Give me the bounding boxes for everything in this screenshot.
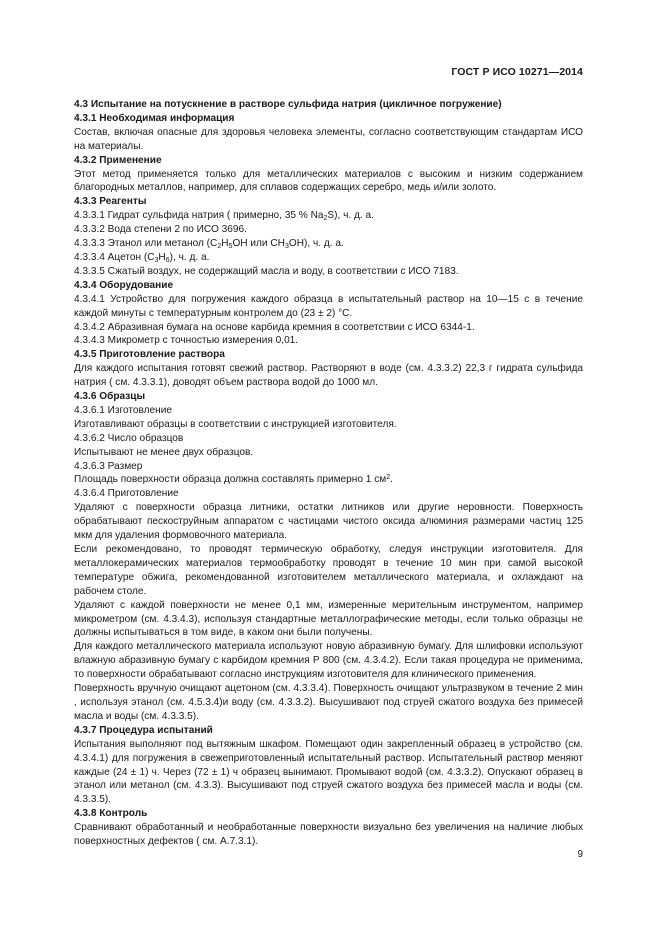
subsection-4-3-8-text: Сравнивают обработанный и необработанные поверхности визуально без увеличения на наличие любых поверхностных дефектов ( см. А.7.3.1). [74,822,583,848]
subsection-4-3-6-3-text: Площадь поверхности образца должна составлять примерно 1 $см^2$. [74,474,393,486]
reagent-item-5: 4.3.3.5 Сжатый воздух, не содержащий масла и воду, в соответствии с ИСО 7183. [74,265,459,277]
preparation-paragraph-1: Удаляют с поверхности образца литники, остатки литников или другие неровности. Поверхность обрабатывают пескоструйным аппаратом с частицами чистого оксида алюминия размерами частиц 125 мкм для удаления формовочного материала. [74,502,583,542]
equipment-item-3: 4.3.4.3 Микрометр с точностью измерения 0,01. [74,335,299,347]
document-header: ГОСТ Р ИСО 10271—2014 [451,66,583,78]
subsection-4-3-5-text: Для каждого испытания готовят свежий раствор. Растворяют в воде (см. 4.3.3.2) 22,3 г гидрата сульфида натрия ( см. 4.3.3.1), доводят объем раствора водой до 1000 мл. [74,363,583,389]
subsection-4-3-1-title: 4.3.1 Необходимая информация [74,112,235,124]
reagent-item-2: 4.3.3.2 Вода степени 2 по ИСО 3696. [74,224,247,236]
equipment-item-2: 4.3.4.2 Абразивная бумага на основе карбида кремния в соответствии с ИСО 6344-1. [74,321,475,333]
preparation-paragraph-5: Поверхность вручную очищают ацетоном (см. 4.3.3.4). Поверхность очищают ультразвуком в течение 2 мин , используя этанол (см. 4.5.3.4)и воду (см. 4.3.3.2). Высушивают под струей сжатого воздуха без примесей масла и воды (см. 4.3.3.5). [74,683,583,722]
subsection-4-3-6-2-title: 4.3.6.2 Число образцов [74,432,184,444]
section-title: 4.3 Испытание на потускнение в растворе сульфида натрия (цикличное погружение) [74,99,502,110]
subsection-4-3-5-title: 4.3.5 Приготовление раствора [74,349,225,361]
subsection-4-3-6-title: 4.3.6 Образцы [74,391,146,403]
subsection-4-3-2-title: 4.3.2 Применение [74,154,162,166]
subsection-4-3-6-1-title: 4.3.6.1 Изготовление [74,404,172,416]
page-number: 9 [577,849,583,860]
reagent-item-3: 4.3.3.3 Этанол или метанол ($C_2H_5OH$ или $CH_3OH$), ч. д. а. [74,238,344,251]
preparation-paragraph-3: Удаляют с каждой поверхности не менее 0,1 мм, измеренные мерительным инструментом, например микрометром (см. 4.3.4.3), используя стандартные металлографические методы, если только образцы не должны испытываться в том виде, в каком они были получены. [74,599,583,639]
subsection-4-3-6-3-title: 4.3.6.3 Размер [74,460,143,472]
subsection-4-3-7-text: Испытания выполняют под вытяжным шкафом. Помещают один закрепленный образец в устройство (см. 4.3.4.1) для погружения в свежеприготовленный испытательный раствор. Испытательный раствор меняют каждые (24 ± 1) ч. Через (72 ± 1) ч образец вынимают. Промывают водой (см. 4.3.3.2). Опускают образец в этанол или метанол (см. 4.3.3). Высушивают под струей сжатого воздуха без примесей масла и воды (см. 4.3.3.5). [74,738,583,806]
preparation-paragraph-2: Если рекомендовано, то проводят термическую обработку, следуя инструкции изготовителя. Для металлокерамических материалов термообработку проводят в течение 10 мин при самой высокой температуре обжига, рекомендованной изготовителем металлического материала, и охлаждают на рабочем столе. [74,544,583,597]
subsection-4-3-6-1-text: Изготавливают образцы в соответствии с инструкцией изготовителя. [74,418,397,430]
equipment-item-1: 4.3.4.1 Устройство для погружения каждого образца в испытательный раствор на 10—15 с в течение каждой минуты с температурным контролем до (23 ± 2) °С. [74,293,583,319]
subsection-4-3-8-title: 4.3.8 Контроль [74,808,148,820]
subsection-4-3-6-4-title: 4.3.6.4 Приготовление [74,488,179,500]
reagent-item-1: 4.3.3.1 Гидрат сульфида натрия ( примерно, 35 % $Na_2S$), ч. д. а. [74,210,374,223]
subsection-4-3-3-title: 4.3.3 Реагенты [74,196,147,208]
subsection-4-3-4-title: 4.3.4 Оборудование [74,279,174,291]
reagent-item-4: 4.3.3.4 Ацетон $(C_3H_6)$, ч. д. а. [74,251,210,264]
subsection-4-3-7-title: 4.3.7 Процедура испытаний [74,724,213,736]
subsection-4-3-2-text: Этот метод применяется только для металлических материалов с высоким и низким содержанием благородных металлов, например, для сплавов содержащих серебро, медь и/или золото. [74,168,583,194]
subsection-4-3-6-2-text: Испытывают не менее двух образцов. [74,446,254,458]
preparation-paragraph-4: Для каждого металлического материала используют новую абразивную бумагу. Для шлифовки используют влажную абразивную бумагу с карбидом кремния Р 800 (см. 4.3.4.2). Если такая процедура не применима, то поверхности обрабатывают согласно инструкциям изготовителя для клинического применения. [74,641,583,681]
document-body [74,98,583,849]
subsection-4-3-1-text: Состав, включая опасные для здоровья человека элементы, согласно соответствующим стандартам ИСО на материалы. [74,126,583,152]
